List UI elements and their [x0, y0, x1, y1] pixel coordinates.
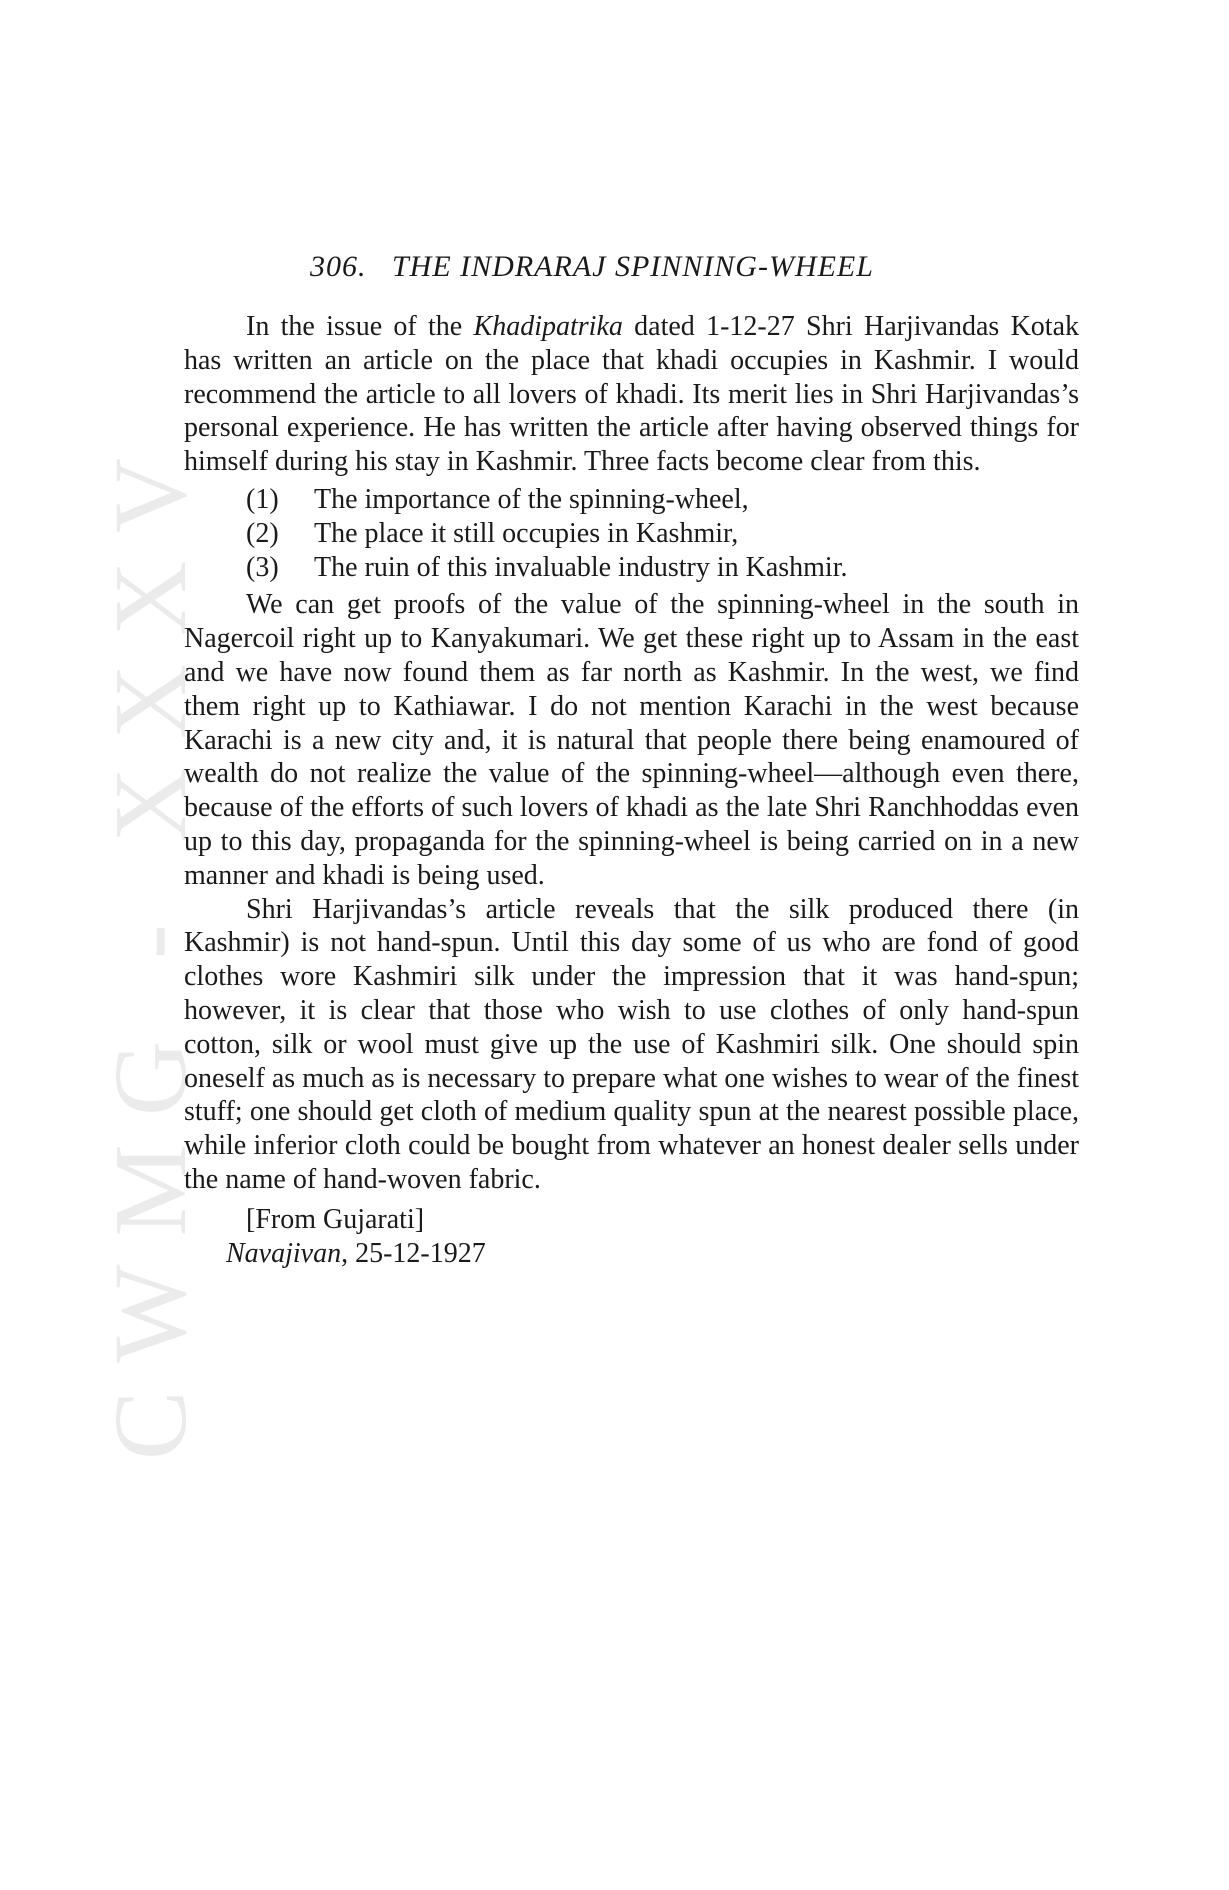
article-body: [184, 310, 1079, 1270]
list-item: [246, 483, 1079, 517]
article-heading: [310, 250, 874, 284]
intro-paragraph: In the issue of the Khadipatrika dated 1-12-27 Shri Harjivandas Kotak has written an article on the place that khadi occupies in Kashmir. I would recommend the article to all lovers of khadi. Its merit lies in Shri Harjivandas’s personal experience. He has written the article after having observed things for himself during his stay in Kashmir. Three facts become clear from this.: [184, 311, 1080, 478]
list-number: (1): [246, 483, 279, 515]
spinning-wheel-proofs-paragraph: We can get proofs of the value of the spinning-wheel in the south in Nagercoil right up to Kanyakumari. We get these right up to Assam in the east and we have now found them as far north as Kashmir. In the west, we find them right up to Kathiawar. I do not mention Karachi in the west because Karachi is a new city and, it is natural that people there being enamoured of wealth do not realize the value of the spinning-wheel—although even there, because of the efforts of such lovers of khadi as the late Shri Ranchhoddas even up to this day, propaganda for the spinning-wheel is being carried on in a new manner and khadi is being used.: [184, 589, 1079, 891]
list-text: The place it still occupies in Kashmir,: [314, 517, 739, 549]
cwmg-watermark: CWMG - XXXV: [93, 429, 208, 1460]
publication-name: Navajivan: [226, 1237, 342, 1269]
publication-date: , 25-12-1927: [341, 1237, 486, 1269]
list-item: [246, 517, 1079, 551]
kashmiri-silk-paragraph: Shri Harjivandas’s article reveals that the silk produced there (in Kashmir) is not hand-spun. Until this day some of us who are fond of good clothes wore Kashmiri silk under the impression that it was hand-spun; however, it is clear that those who wish to use clothes of only hand-spun cotton, silk or wool must give up the use of Kashmiri silk. One should spin oneself as much as is necessary to prepare what one wishes to wear of the finest stuff; one should get cloth of medium quality spun at the nearest possible place, while inferior cloth could be bought from whatever an honest dealer sells under the name of hand-woven fabric.: [184, 893, 1079, 1195]
list-number: (3): [246, 551, 279, 583]
list-text: The ruin of this invaluable industry in Kashmir.: [314, 551, 848, 583]
khadipatrika-title: Khadipatrika: [473, 311, 623, 342]
list-item: [246, 551, 1079, 585]
article-number: 306.: [310, 250, 367, 283]
list-number: (2): [246, 517, 279, 549]
facts-list: [246, 483, 1079, 584]
article-title: THE INDRARAJ SPINNING-WHEEL: [392, 250, 874, 283]
citation: [184, 1237, 1079, 1271]
source-note: [From Gujarati]: [246, 1203, 425, 1235]
list-text: The importance of the spinning-wheel,: [314, 483, 749, 515]
